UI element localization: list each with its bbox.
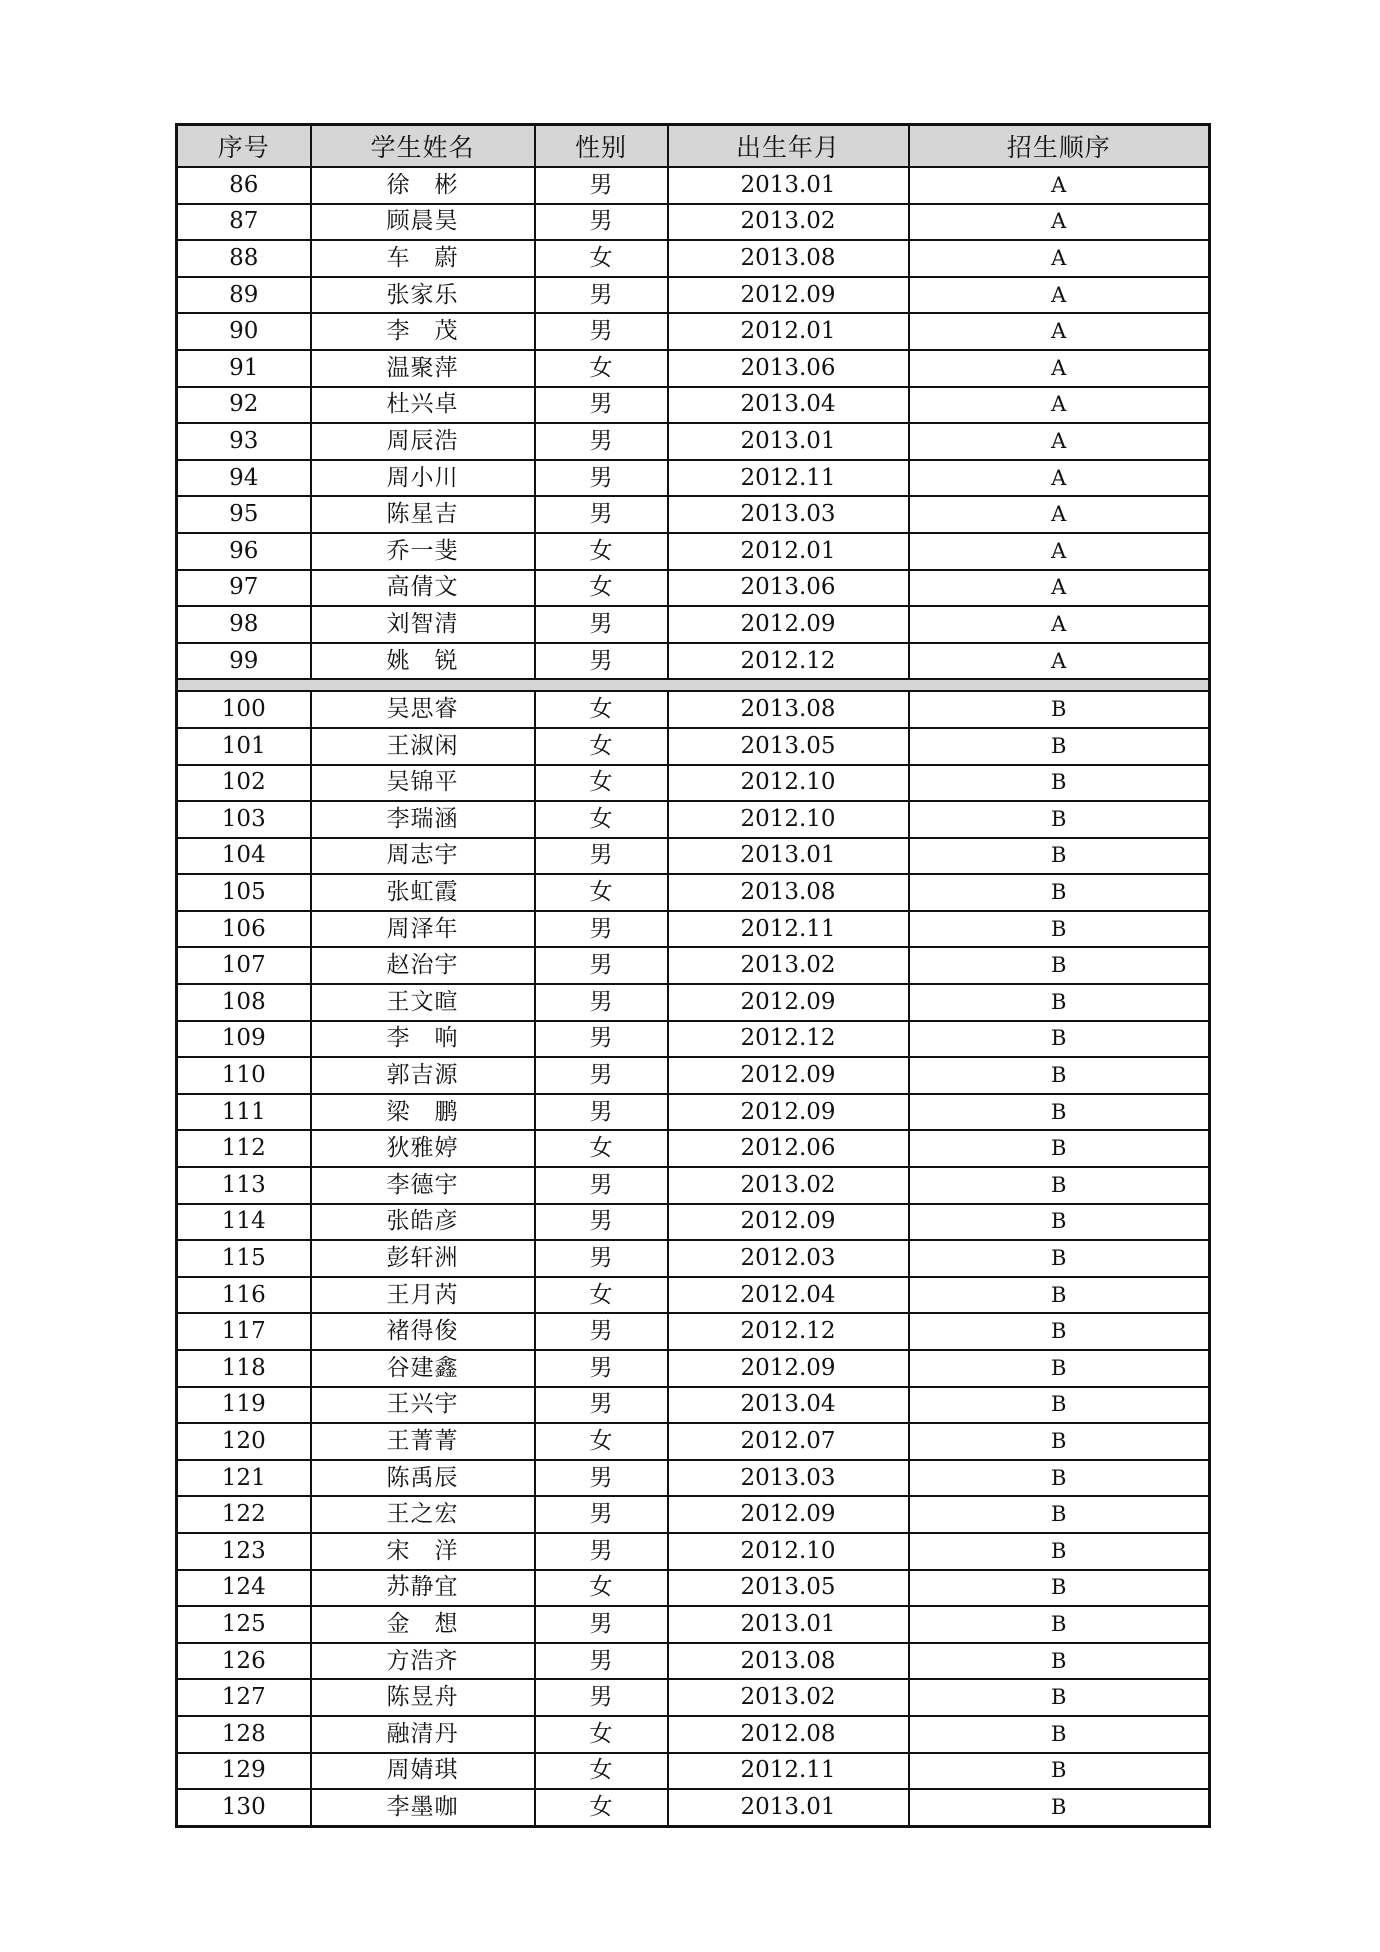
gender-cell: 男 <box>535 1167 668 1204</box>
name-cell: 宋 洋 <box>311 1533 535 1570</box>
birth-cell: 2012.03 <box>668 1240 909 1277</box>
table-row <box>177 1057 1210 1094</box>
gender-cell: 男 <box>535 460 668 497</box>
table-row <box>177 204 1210 241</box>
birth-cell: 2013.02 <box>668 947 909 984</box>
birth-cell: 2012.11 <box>668 1753 909 1790</box>
order-cell: B <box>909 1350 1210 1387</box>
birth-cell: 2012.09 <box>668 1094 909 1131</box>
birth-cell: 2013.02 <box>668 1167 909 1204</box>
gender-cell: 女 <box>535 570 668 607</box>
order-cell: B <box>909 984 1210 1021</box>
order-cell: B <box>909 1130 1210 1167</box>
gender-cell: 女 <box>535 240 668 277</box>
order-cell: B <box>909 1789 1210 1826</box>
index-cell: 93 <box>177 423 311 460</box>
order-cell: B <box>909 874 1210 911</box>
birth-cell: 2013.03 <box>668 1460 909 1497</box>
index-cell: 108 <box>177 984 311 1021</box>
header-student-name: 学生姓名 <box>311 125 535 168</box>
gender-cell: 男 <box>535 643 668 680</box>
order-cell: A <box>909 313 1210 350</box>
gender-cell: 女 <box>535 1130 668 1167</box>
name-cell: 张家乐 <box>311 277 535 314</box>
name-cell: 陈昱舟 <box>311 1679 535 1716</box>
table-row <box>177 350 1210 387</box>
order-cell: B <box>909 1643 1210 1680</box>
index-cell: 117 <box>177 1313 311 1350</box>
index-cell: 121 <box>177 1460 311 1497</box>
gender-cell: 男 <box>535 606 668 643</box>
birth-cell: 2012.11 <box>668 460 909 497</box>
gender-cell: 男 <box>535 1313 668 1350</box>
order-cell: B <box>909 728 1210 765</box>
gender-cell: 男 <box>535 1679 668 1716</box>
index-cell: 120 <box>177 1423 311 1460</box>
header-admission-order: 招生顺序 <box>909 125 1210 168</box>
table-body <box>177 167 1210 1826</box>
birth-cell: 2013.02 <box>668 1679 909 1716</box>
index-cell: 98 <box>177 606 311 643</box>
table-row <box>177 167 1210 204</box>
gender-cell: 男 <box>535 1057 668 1094</box>
gender-cell: 男 <box>535 1606 668 1643</box>
name-cell: 周泽年 <box>311 911 535 948</box>
index-cell: 106 <box>177 911 311 948</box>
order-cell: B <box>909 1021 1210 1058</box>
name-cell: 融清丹 <box>311 1716 535 1753</box>
gender-cell: 女 <box>535 1277 668 1314</box>
name-cell: 王淑闲 <box>311 728 535 765</box>
table-row <box>177 277 1210 314</box>
name-cell: 陈星吉 <box>311 496 535 533</box>
table-row <box>177 765 1210 802</box>
index-cell: 101 <box>177 728 311 765</box>
index-cell: 124 <box>177 1570 311 1607</box>
name-cell: 王兴宇 <box>311 1387 535 1424</box>
index-cell: 91 <box>177 350 311 387</box>
order-cell: B <box>909 1167 1210 1204</box>
gender-cell: 女 <box>535 1570 668 1607</box>
gender-cell: 男 <box>535 1387 668 1424</box>
index-cell: 127 <box>177 1679 311 1716</box>
table-row <box>177 1423 1210 1460</box>
index-cell: 107 <box>177 947 311 984</box>
table-row <box>177 1570 1210 1607</box>
index-cell: 96 <box>177 533 311 570</box>
order-cell: A <box>909 533 1210 570</box>
table-row <box>177 1240 1210 1277</box>
index-cell: 129 <box>177 1753 311 1790</box>
birth-cell: 2013.08 <box>668 874 909 911</box>
index-cell: 89 <box>177 277 311 314</box>
group-separator <box>177 679 1210 691</box>
name-cell: 温聚萍 <box>311 350 535 387</box>
order-cell: B <box>909 838 1210 875</box>
name-cell: 李瑞涵 <box>311 801 535 838</box>
order-cell: A <box>909 240 1210 277</box>
table-row <box>177 1313 1210 1350</box>
order-cell: B <box>909 1460 1210 1497</box>
gender-cell: 女 <box>535 1423 668 1460</box>
gender-cell: 男 <box>535 204 668 241</box>
student-roster-table <box>175 123 1211 1828</box>
birth-cell: 2012.01 <box>668 313 909 350</box>
gender-cell: 女 <box>535 874 668 911</box>
table-row <box>177 1021 1210 1058</box>
order-cell: B <box>909 1570 1210 1607</box>
index-cell: 104 <box>177 838 311 875</box>
gender-cell: 女 <box>535 765 668 802</box>
name-cell: 狄雅婷 <box>311 1130 535 1167</box>
birth-cell: 2012.12 <box>668 1021 909 1058</box>
gender-cell: 男 <box>535 277 668 314</box>
table-header <box>177 125 1210 168</box>
gender-cell: 男 <box>535 947 668 984</box>
birth-cell: 2012.01 <box>668 533 909 570</box>
header-index: 序号 <box>177 125 311 168</box>
order-cell: B <box>909 1716 1210 1753</box>
gender-cell: 男 <box>535 313 668 350</box>
gender-cell: 男 <box>535 1021 668 1058</box>
birth-cell: 2013.04 <box>668 1387 909 1424</box>
name-cell: 周婧琪 <box>311 1753 535 1790</box>
birth-cell: 2013.08 <box>668 1643 909 1680</box>
order-cell: A <box>909 606 1210 643</box>
index-cell: 103 <box>177 801 311 838</box>
order-cell: B <box>909 1533 1210 1570</box>
gender-cell: 男 <box>535 167 668 204</box>
birth-cell: 2013.01 <box>668 167 909 204</box>
birth-cell: 2012.09 <box>668 1350 909 1387</box>
name-cell: 彭轩洲 <box>311 1240 535 1277</box>
name-cell: 周小川 <box>311 460 535 497</box>
name-cell: 梁 鹏 <box>311 1094 535 1131</box>
birth-cell: 2013.05 <box>668 728 909 765</box>
gender-cell: 男 <box>535 1350 668 1387</box>
gender-cell: 女 <box>535 1716 668 1753</box>
index-cell: 115 <box>177 1240 311 1277</box>
gender-cell: 男 <box>535 387 668 424</box>
gender-cell: 男 <box>535 1533 668 1570</box>
order-cell: A <box>909 423 1210 460</box>
order-cell: B <box>909 1313 1210 1350</box>
birth-cell: 2012.04 <box>668 1277 909 1314</box>
gender-cell: 男 <box>535 496 668 533</box>
birth-cell: 2013.01 <box>668 1606 909 1643</box>
birth-cell: 2012.10 <box>668 1533 909 1570</box>
name-cell: 高倩文 <box>311 570 535 607</box>
order-cell: B <box>909 1057 1210 1094</box>
gender-cell: 男 <box>535 1240 668 1277</box>
order-cell: B <box>909 1753 1210 1790</box>
table-row <box>177 874 1210 911</box>
birth-cell: 2012.12 <box>668 643 909 680</box>
birth-cell: 2013.04 <box>668 387 909 424</box>
gender-cell: 男 <box>535 1643 668 1680</box>
birth-cell: 2012.12 <box>668 1313 909 1350</box>
order-cell: B <box>909 801 1210 838</box>
birth-cell: 2013.01 <box>668 423 909 460</box>
gender-cell: 男 <box>535 1094 668 1131</box>
order-cell: B <box>909 1204 1210 1241</box>
name-cell: 王文暄 <box>311 984 535 1021</box>
index-cell: 111 <box>177 1094 311 1131</box>
order-cell: B <box>909 691 1210 728</box>
order-cell: A <box>909 350 1210 387</box>
order-cell: B <box>909 1277 1210 1314</box>
index-cell: 123 <box>177 1533 311 1570</box>
name-cell: 乔一斐 <box>311 533 535 570</box>
table-row <box>177 1277 1210 1314</box>
name-cell: 褚得俊 <box>311 1313 535 1350</box>
gender-cell: 男 <box>535 1496 668 1533</box>
gender-cell: 男 <box>535 984 668 1021</box>
table-row <box>177 240 1210 277</box>
table-row <box>177 496 1210 533</box>
table-row <box>177 460 1210 497</box>
name-cell: 陈禹辰 <box>311 1460 535 1497</box>
name-cell: 张皓彦 <box>311 1204 535 1241</box>
index-cell: 90 <box>177 313 311 350</box>
index-cell: 109 <box>177 1021 311 1058</box>
table-row <box>177 1606 1210 1643</box>
birth-cell: 2012.09 <box>668 1204 909 1241</box>
index-cell: 102 <box>177 765 311 802</box>
index-cell: 110 <box>177 1057 311 1094</box>
table-row <box>177 570 1210 607</box>
name-cell: 李德宇 <box>311 1167 535 1204</box>
order-cell: B <box>909 1496 1210 1533</box>
index-cell: 113 <box>177 1167 311 1204</box>
birth-cell: 2013.02 <box>668 204 909 241</box>
order-cell: B <box>909 947 1210 984</box>
table-row <box>177 1753 1210 1790</box>
order-cell: B <box>909 765 1210 802</box>
table-row <box>177 947 1210 984</box>
index-cell: 105 <box>177 874 311 911</box>
name-cell: 王月芮 <box>311 1277 535 1314</box>
index-cell: 114 <box>177 1204 311 1241</box>
order-cell: A <box>909 387 1210 424</box>
gender-cell: 女 <box>535 1753 668 1790</box>
order-cell: B <box>909 1387 1210 1424</box>
order-cell: A <box>909 643 1210 680</box>
header-birth-month: 出生年月 <box>668 125 909 168</box>
table-row <box>177 533 1210 570</box>
name-cell: 郭吉源 <box>311 1057 535 1094</box>
table-row <box>177 911 1210 948</box>
table-row <box>177 1094 1210 1131</box>
order-cell: B <box>909 1679 1210 1716</box>
order-cell: B <box>909 1240 1210 1277</box>
index-cell: 95 <box>177 496 311 533</box>
index-cell: 97 <box>177 570 311 607</box>
table-row <box>177 1130 1210 1167</box>
birth-cell: 2012.10 <box>668 765 909 802</box>
birth-cell: 2013.06 <box>668 350 909 387</box>
order-cell: B <box>909 1606 1210 1643</box>
index-cell: 86 <box>177 167 311 204</box>
birth-cell: 2013.01 <box>668 1789 909 1826</box>
table-row <box>177 313 1210 350</box>
table-row <box>177 801 1210 838</box>
name-cell: 王菁菁 <box>311 1423 535 1460</box>
index-cell: 94 <box>177 460 311 497</box>
table-row <box>177 387 1210 424</box>
birth-cell: 2012.07 <box>668 1423 909 1460</box>
table-row <box>177 1167 1210 1204</box>
birth-cell: 2013.05 <box>668 1570 909 1607</box>
gender-cell: 男 <box>535 423 668 460</box>
table-row <box>177 606 1210 643</box>
index-cell: 128 <box>177 1716 311 1753</box>
table-row <box>177 838 1210 875</box>
birth-cell: 2013.06 <box>668 570 909 607</box>
birth-cell: 2012.09 <box>668 606 909 643</box>
table-row <box>177 1679 1210 1716</box>
index-cell: 122 <box>177 1496 311 1533</box>
table-row <box>177 1387 1210 1424</box>
index-cell: 130 <box>177 1789 311 1826</box>
gender-cell: 女 <box>535 691 668 728</box>
name-cell: 谷建鑫 <box>311 1350 535 1387</box>
header-row <box>177 125 1210 168</box>
index-cell: 125 <box>177 1606 311 1643</box>
birth-cell: 2012.09 <box>668 984 909 1021</box>
header-gender: 性别 <box>535 125 668 168</box>
index-cell: 118 <box>177 1350 311 1387</box>
table-row <box>177 1716 1210 1753</box>
birth-cell: 2013.01 <box>668 838 909 875</box>
name-cell: 吴思睿 <box>311 691 535 728</box>
name-cell: 苏静宜 <box>311 1570 535 1607</box>
name-cell: 顾晨昊 <box>311 204 535 241</box>
index-cell: 116 <box>177 1277 311 1314</box>
birth-cell: 2013.03 <box>668 496 909 533</box>
name-cell: 杜兴卓 <box>311 387 535 424</box>
birth-cell: 2012.09 <box>668 1496 909 1533</box>
gender-cell: 男 <box>535 911 668 948</box>
table-row <box>177 728 1210 765</box>
name-cell: 李 茂 <box>311 313 535 350</box>
name-cell: 刘智清 <box>311 606 535 643</box>
gender-cell: 男 <box>535 838 668 875</box>
table-row <box>177 1496 1210 1533</box>
order-cell: A <box>909 570 1210 607</box>
index-cell: 100 <box>177 691 311 728</box>
order-cell: A <box>909 460 1210 497</box>
table-row <box>177 1350 1210 1387</box>
index-cell: 88 <box>177 240 311 277</box>
birth-cell: 2012.11 <box>668 911 909 948</box>
gender-cell: 女 <box>535 533 668 570</box>
gender-cell: 女 <box>535 801 668 838</box>
birth-cell: 2012.06 <box>668 1130 909 1167</box>
table-row <box>177 423 1210 460</box>
table-row <box>177 1643 1210 1680</box>
name-cell: 徐 彬 <box>311 167 535 204</box>
order-cell: A <box>909 277 1210 314</box>
name-cell: 李 响 <box>311 1021 535 1058</box>
name-cell: 姚 锐 <box>311 643 535 680</box>
gender-cell: 女 <box>535 728 668 765</box>
name-cell: 车 蔚 <box>311 240 535 277</box>
index-cell: 119 <box>177 1387 311 1424</box>
name-cell: 周志宇 <box>311 838 535 875</box>
order-cell: A <box>909 204 1210 241</box>
table-row <box>177 1204 1210 1241</box>
gender-cell: 男 <box>535 1204 668 1241</box>
table-row <box>177 691 1210 728</box>
index-cell: 92 <box>177 387 311 424</box>
order-cell: B <box>909 1423 1210 1460</box>
order-cell: A <box>909 496 1210 533</box>
table-row <box>177 1533 1210 1570</box>
name-cell: 金 想 <box>311 1606 535 1643</box>
gender-cell: 女 <box>535 1789 668 1826</box>
table-row <box>177 643 1210 680</box>
order-cell: A <box>909 167 1210 204</box>
table-row <box>177 1460 1210 1497</box>
birth-cell: 2012.08 <box>668 1716 909 1753</box>
table-row <box>177 1789 1210 1826</box>
index-cell: 87 <box>177 204 311 241</box>
order-cell: B <box>909 1094 1210 1131</box>
name-cell: 周辰浩 <box>311 423 535 460</box>
index-cell: 99 <box>177 643 311 680</box>
table-row <box>177 984 1210 1021</box>
gender-cell: 男 <box>535 1460 668 1497</box>
student-roster-sheet <box>175 123 1208 1828</box>
birth-cell: 2012.09 <box>668 277 909 314</box>
index-cell: 126 <box>177 1643 311 1680</box>
name-cell: 吴锦平 <box>311 765 535 802</box>
name-cell: 张虹霞 <box>311 874 535 911</box>
birth-cell: 2013.08 <box>668 691 909 728</box>
birth-cell: 2012.10 <box>668 801 909 838</box>
gender-cell: 女 <box>535 350 668 387</box>
name-cell: 李墨咖 <box>311 1789 535 1826</box>
group-separator-row <box>177 679 1210 691</box>
name-cell: 方浩齐 <box>311 1643 535 1680</box>
name-cell: 王之宏 <box>311 1496 535 1533</box>
order-cell: B <box>909 911 1210 948</box>
name-cell: 赵治宇 <box>311 947 535 984</box>
birth-cell: 2013.08 <box>668 240 909 277</box>
birth-cell: 2012.09 <box>668 1057 909 1094</box>
index-cell: 112 <box>177 1130 311 1167</box>
